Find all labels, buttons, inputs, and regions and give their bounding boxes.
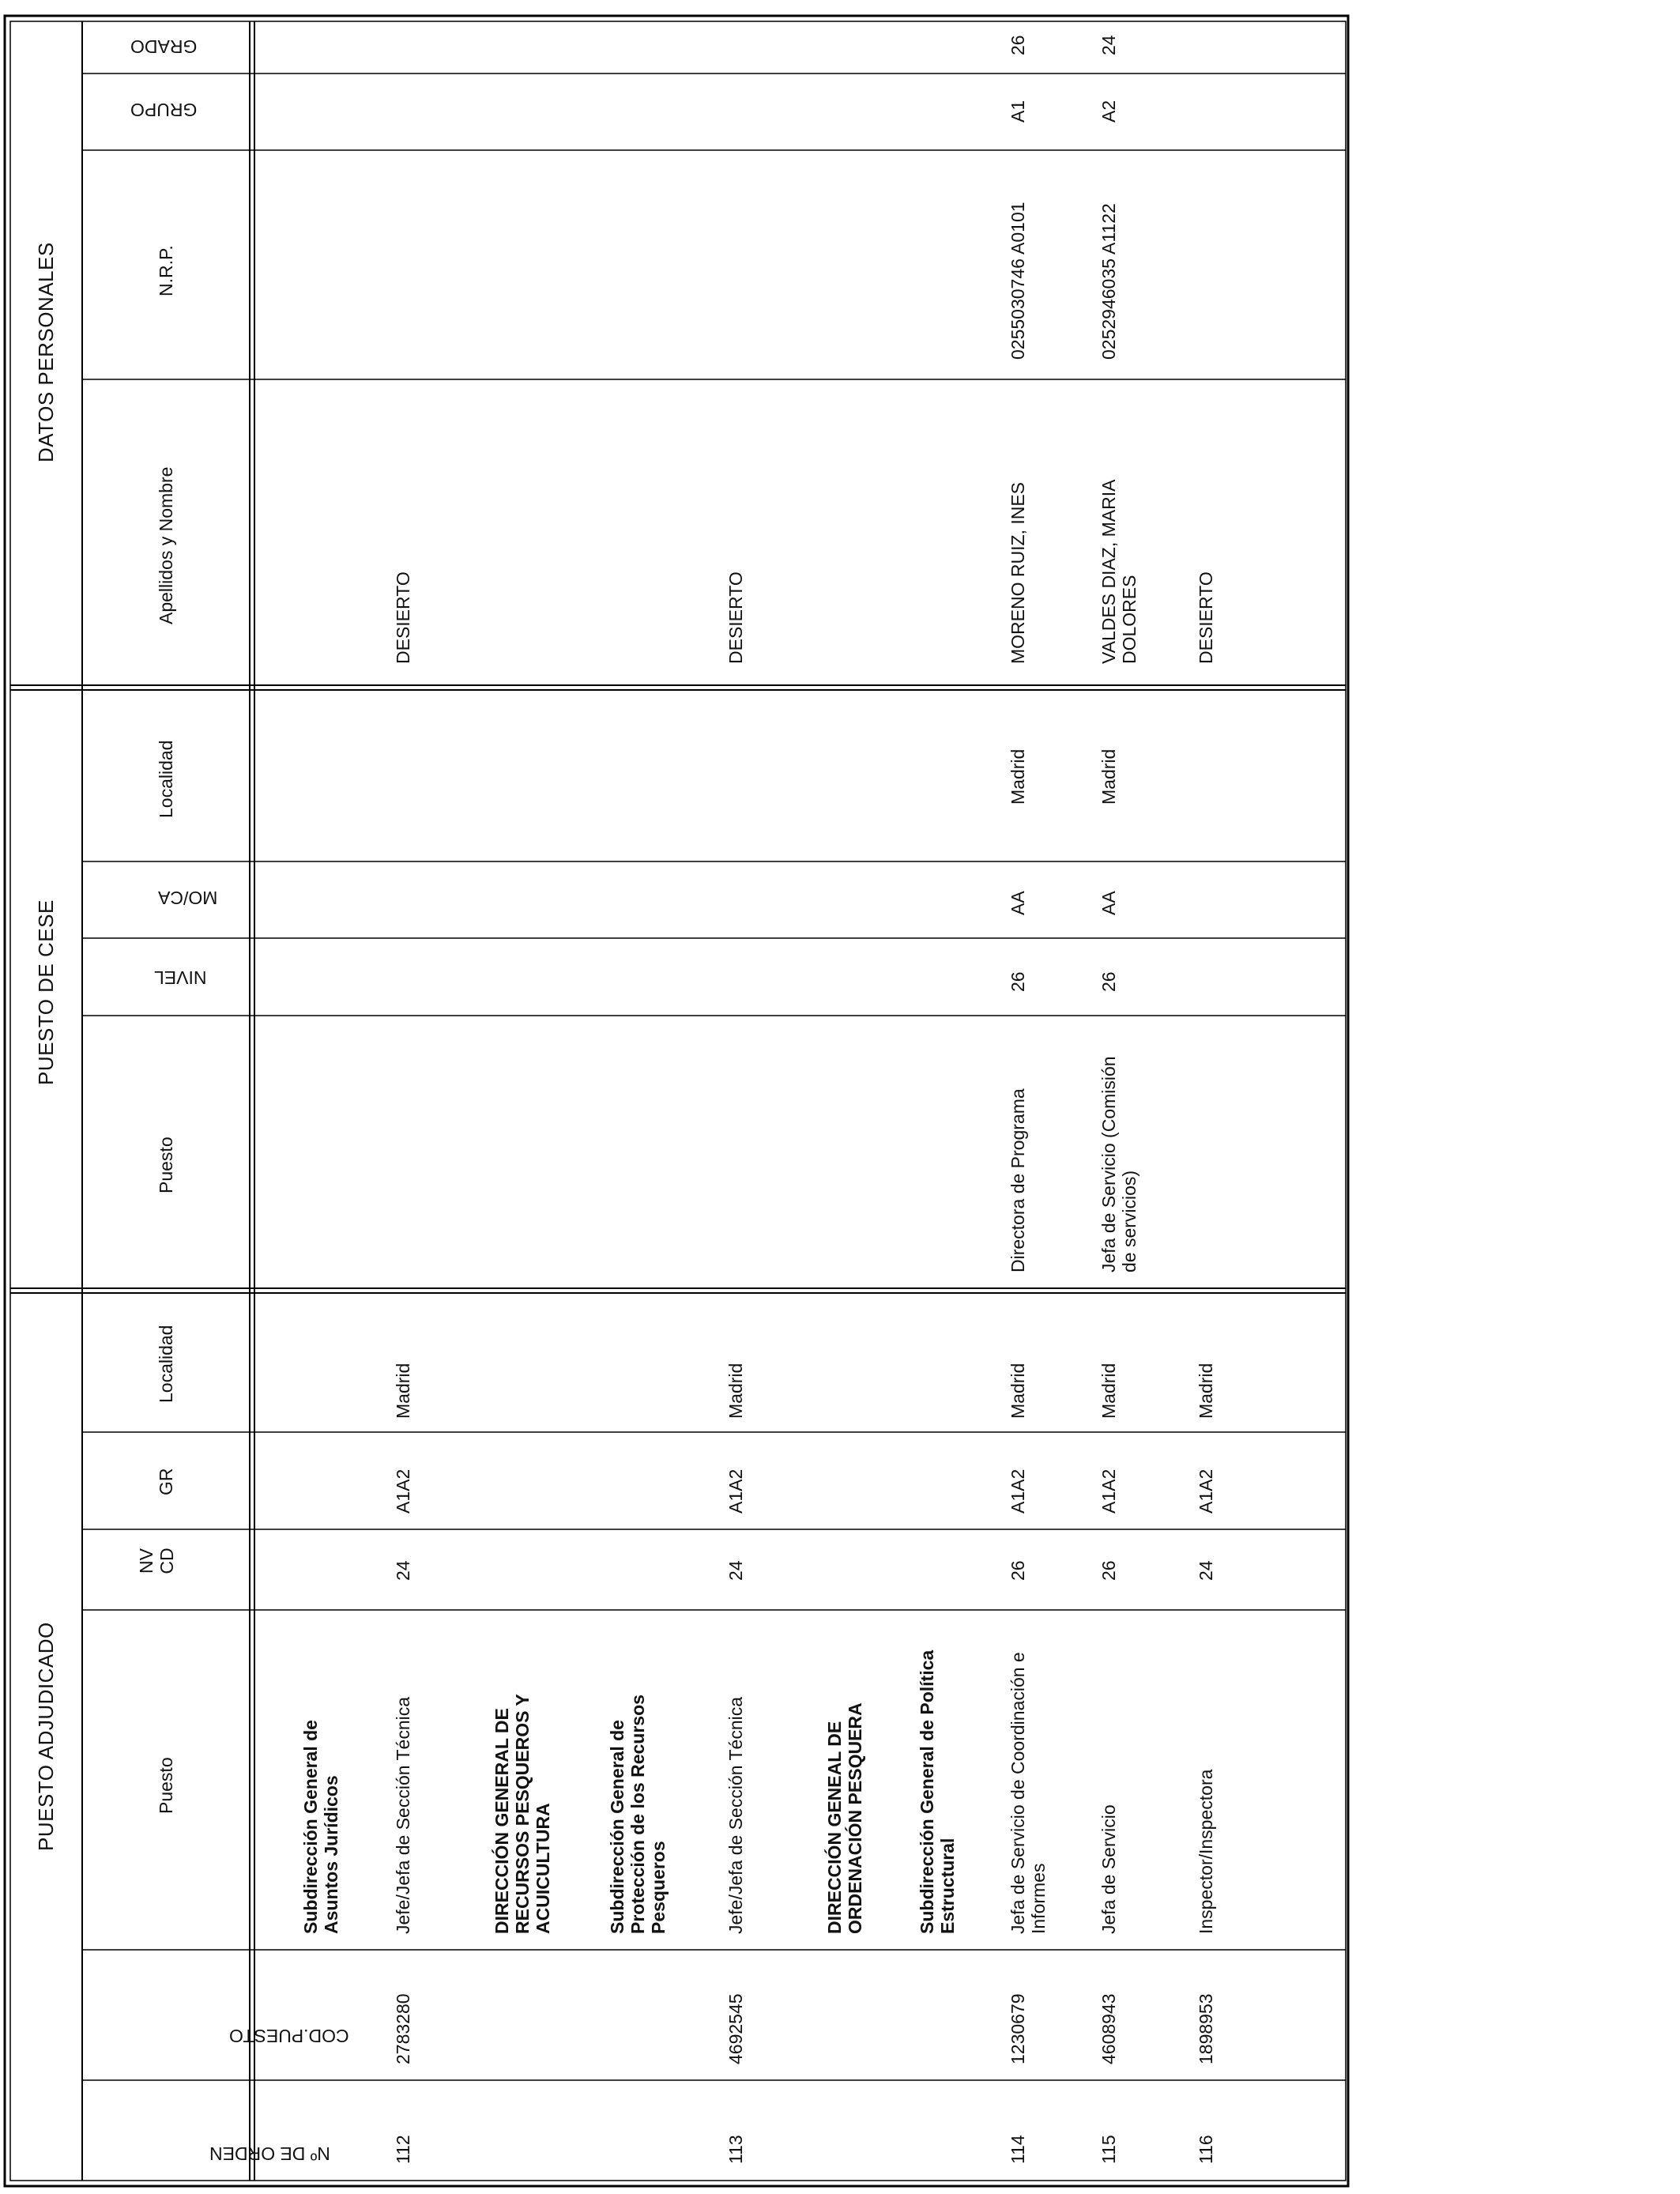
table-row-112-localidad: Madrid xyxy=(393,1363,413,1419)
table-row-115-grupo: A2 xyxy=(1098,100,1119,123)
table-row-115-localidad: Madrid xyxy=(1098,1363,1119,1419)
table-row-116-puesto: Inspector/Inspectora xyxy=(1196,1769,1216,1934)
header-localidad: Localidad xyxy=(156,1325,176,1403)
table-row-115-cese-localidad: Madrid xyxy=(1098,748,1119,805)
table-row-112-nv-cd: 24 xyxy=(393,1560,413,1581)
table-row-114-cese-localidad: Madrid xyxy=(1008,748,1028,805)
header-nv-cd: NV CD xyxy=(136,1547,177,1574)
table-row-116-localidad: Madrid xyxy=(1196,1363,1216,1419)
table-row-115-mo-ca: AA xyxy=(1098,891,1119,915)
table-row-115-nrp: 0252946035 A1122 xyxy=(1098,203,1119,360)
table-row-113-apellidos-nombre: DESIERTO xyxy=(725,571,746,664)
table-row-114-orden: 114 xyxy=(1008,2135,1028,2164)
group-label-adjudicado: PUESTO ADJUDICADO xyxy=(34,1622,58,1851)
header-grupo: GRUPO xyxy=(130,100,198,120)
header-cese-localidad: Localidad xyxy=(156,740,176,818)
group-label-cese: PUESTO DE CESE xyxy=(34,899,58,1085)
table-row-114-grado: 26 xyxy=(1008,35,1028,55)
table-row-115-gr: A1A2 xyxy=(1098,1468,1119,1514)
table-row-115-cese-puesto: Jefa de Servicio (Comisión de servicios) xyxy=(1098,1056,1139,1272)
table-row-115-cod-puesto: 4608943 xyxy=(1098,1993,1119,2064)
section-heading: Subdirección General de Asuntos Jurídicos xyxy=(300,1720,341,1934)
table-row-115-orden: 115 xyxy=(1098,2135,1119,2164)
table-row-113-nv-cd: 24 xyxy=(725,1560,746,1581)
header-cod-puesto: COD.PUESTO xyxy=(229,2026,349,2046)
table-row-114-cod-puesto: 1230679 xyxy=(1008,1993,1028,2064)
table-row-116-nv-cd: 24 xyxy=(1196,1560,1216,1581)
table-row-116-apellidos-nombre: DESIERTO xyxy=(1196,571,1216,664)
header-puesto: Puesto xyxy=(156,1757,176,1814)
header-gr: GR xyxy=(156,1468,176,1495)
table-row-112-orden: 112 xyxy=(393,2135,413,2164)
header-grado: GRADO xyxy=(130,36,198,57)
section-heading: Subdirección General de Protección de los Recursos Pesqueros xyxy=(607,1695,669,1934)
section-heading: DIRECCIÓN GENERAL DE RECURSOS PESQUEROS Y ACUICULTURA xyxy=(492,1694,553,1934)
table-row-116-orden: 116 xyxy=(1196,2135,1216,2164)
table-row-114-grupo: A1 xyxy=(1008,100,1028,123)
table-row-114-nivel: 26 xyxy=(1008,971,1028,992)
section-heading: Subdirección General de Política Estructural xyxy=(917,1649,958,1934)
table-row-114-nrp: 0255030746 A0101 xyxy=(1008,202,1028,360)
table-row-113-localidad: Madrid xyxy=(725,1363,746,1419)
table-row-113-gr: A1A2 xyxy=(725,1468,746,1514)
table-row-114-apellidos-nombre: MORENO RUIZ, INES xyxy=(1008,481,1028,664)
group-label-personales: DATOS PERSONALES xyxy=(34,242,58,462)
table-row-114-mo-ca: AA xyxy=(1008,891,1028,915)
section-heading: DIRECCIÓN GENEAL DE ORDENACIÓN PESQUERA xyxy=(824,1702,865,1934)
table-row-112-puesto: Jefe/Jefa de Sección Técnica xyxy=(393,1696,413,1934)
header-apellidos-nombre: Apellidos y Nombre xyxy=(156,466,176,624)
header-mo-ca: MO/CA xyxy=(158,888,218,908)
table-row-114-puesto: Jefa de Servicio de Coordinación e Informes xyxy=(1008,1652,1049,1934)
table-row-114-gr: A1A2 xyxy=(1008,1468,1028,1514)
table-row-116-gr: A1A2 xyxy=(1196,1468,1216,1514)
table-row-113-puesto: Jefe/Jefa de Sección Técnica xyxy=(725,1696,746,1934)
table-row-115-grado: 24 xyxy=(1098,35,1119,55)
table-row-112-gr: A1A2 xyxy=(393,1468,413,1514)
header-cese-puesto: Puesto xyxy=(156,1137,176,1193)
header-nivel: NIVEL xyxy=(154,967,207,988)
table-row-112-cod-puesto: 2783280 xyxy=(393,1993,413,2064)
table-row-115-apellidos-nombre: VALDES DIAZ, MARIA DOLORES xyxy=(1098,480,1139,664)
table-row-114-nv-cd: 26 xyxy=(1008,1560,1028,1581)
table-row-112-apellidos-nombre: DESIERTO xyxy=(393,571,413,664)
table-row-115-puesto: Jefa de Servicio xyxy=(1098,1804,1119,1934)
table-row-114-localidad: Madrid xyxy=(1008,1363,1028,1419)
header-orden: Nº DE ORDEN xyxy=(209,2143,330,2164)
table-row-116-cod-puesto: 1898953 xyxy=(1196,1993,1216,2064)
table-row-113-cod-puesto: 4692545 xyxy=(725,1993,746,2064)
table-row-113-orden: 113 xyxy=(725,2135,746,2164)
table-row-115-nv-cd: 26 xyxy=(1098,1560,1119,1581)
header-nrp: N.R.P. xyxy=(156,245,176,296)
table-row-115-nivel: 26 xyxy=(1098,971,1119,992)
table-row-114-cese-puesto: Directora de Programa xyxy=(1008,1088,1028,1272)
